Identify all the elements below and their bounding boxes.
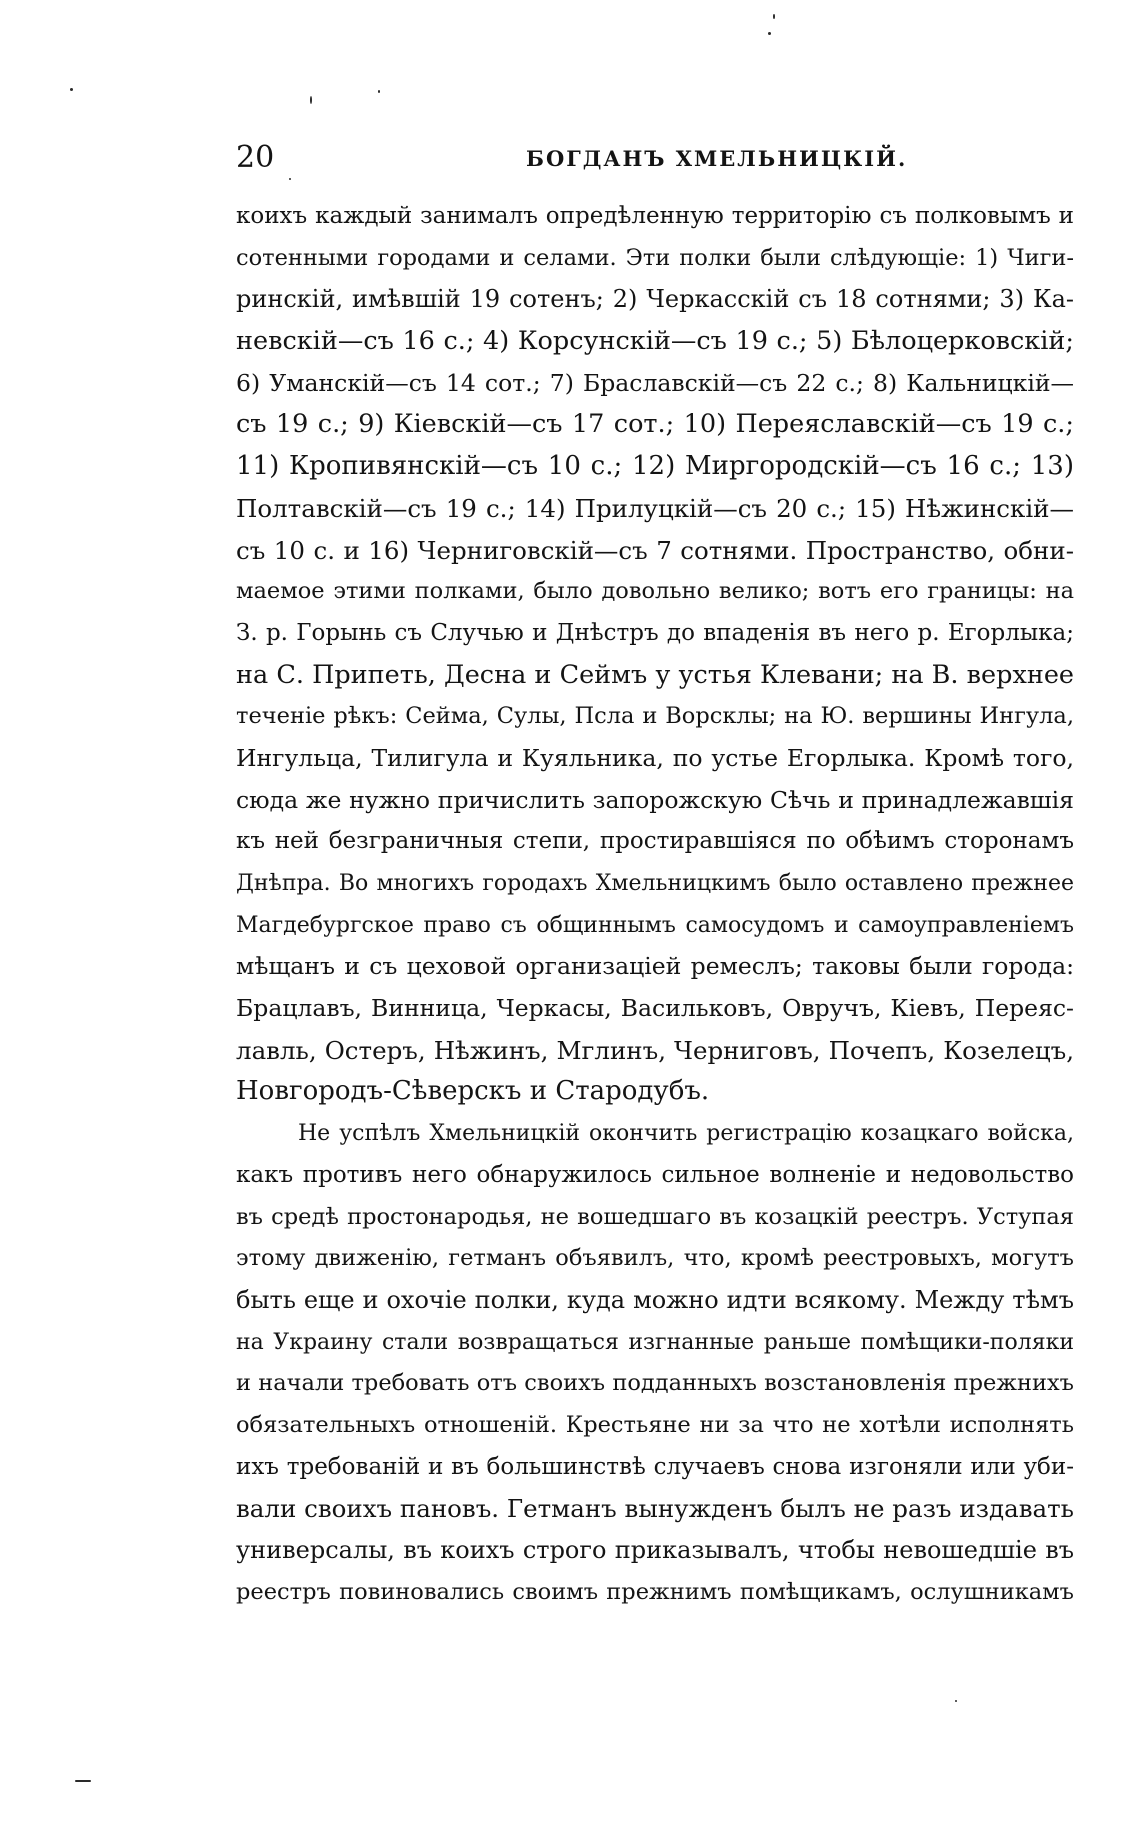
running-head: БОГДАНЪ ХМЕЛЬНИЦКІЙ. bbox=[526, 146, 908, 171]
scan-speck bbox=[70, 88, 73, 91]
text-line: Ингульца, Тилигула и Куяльника, по устье Егорлыка. Кромѣ того, bbox=[236, 743, 1074, 772]
text-line: сотенными городами и селами. Эти полки были слѣдующіе: 1) Чиги- bbox=[236, 244, 1074, 271]
text-line: Магдебургское право съ общиннымъ самосудомъ и самоуправленіемъ bbox=[236, 912, 1074, 938]
paragraph-last-line: Новгородъ-Сѣверскъ и Стародубъ. bbox=[236, 1076, 710, 1107]
scan-speck bbox=[378, 90, 380, 93]
text-line: этому движенію, гетманъ объявилъ, что, кромѣ реестровыхъ, могутъ bbox=[236, 1245, 1074, 1272]
text-line: и начали требовать отъ своихъ подданныхъ возстановленія прежнихъ bbox=[236, 1370, 1074, 1397]
text-line: Брацлавъ, Винница, Черкасы, Васильковъ, Овручъ, Кіевъ, Переяс- bbox=[236, 994, 1074, 1023]
scan-speck bbox=[773, 14, 775, 19]
text-line: быть еще и охочіе полки, куда можно идти всякому. Между тѣмъ bbox=[236, 1285, 1074, 1314]
scan-speck bbox=[310, 96, 312, 104]
scan-speck bbox=[289, 178, 291, 180]
text-line: какъ противъ него обнаружилось сильное волненіе и недовольство bbox=[236, 1161, 1074, 1188]
text-line: съ 19 с.; 9) Кіевскій—съ 17 сот.; 10) Переяславскій—съ 19 с.; bbox=[236, 409, 1074, 440]
text-line: реестръ повиновались своимъ прежнимъ помѣщикамъ, ослушникамъ bbox=[236, 1578, 1074, 1605]
text-line: въ средѣ простонародья, не вошедшаго въ козацкій реестръ. Уступая bbox=[236, 1203, 1074, 1230]
text-line: Полтавскій—съ 19 с.; 14) Прилуцкій—съ 20 с.; 15) Нѣжинскій— bbox=[236, 493, 1074, 523]
text-line: на Украину стали возвращаться изгнанные раньше помѣщики-поляки bbox=[236, 1329, 1074, 1355]
text-line: лавль, Остеръ, Нѣжинъ, Мглинъ, Черниговъ, Почепъ, Козелецъ, bbox=[236, 1035, 1074, 1065]
text-line: къ ней безграничныя степи, простиравшіяся по обѣимъ сторонамъ bbox=[236, 828, 1074, 855]
scan-speck bbox=[955, 1700, 957, 1702]
text-line: вали своихъ пановъ. Гетманъ вынужденъ былъ не разъ издавать bbox=[236, 1494, 1074, 1524]
scan-speck bbox=[75, 1780, 91, 1782]
text-line: съ 10 с. и 16) Черниговскій—съ 7 сотнями. Пространство, обни- bbox=[236, 535, 1074, 565]
text-line: ринскій, имѣвшій 19 сотенъ; 2) Черкасскій съ 18 сотнями; 3) Ка- bbox=[236, 285, 1074, 314]
text-line: коихъ каждый занималъ опредѣленную территорію съ полковымъ и bbox=[236, 203, 1074, 229]
text-line: сюда же нужно причислить запорожскую Сѣчь и принадлежавшія bbox=[236, 785, 1074, 814]
page-header bbox=[236, 138, 1074, 182]
text-line: Днѣпра. Во многихъ городахъ Хмельницкимъ было оставлено прежнее bbox=[236, 871, 1074, 896]
text-line: мѣщанъ и съ цеховой организаціей ремеслъ; таковы были города: bbox=[236, 952, 1074, 981]
text-line: обязательныхъ отношеній. Крестьяне ни за что не хотѣли исполнять bbox=[236, 1411, 1074, 1438]
page-number: 20 bbox=[236, 140, 275, 175]
text-line: на С. Припеть, Десна и Сеймъ у устья Клевани; на В. верхнее bbox=[236, 659, 1074, 690]
text-line: ихъ требованій и въ большинствѣ случаевъ снова изгоняли или уби- bbox=[236, 1453, 1074, 1480]
text-line: универсалы, въ коихъ строго приказывалъ, чтобы невошедшіе въ bbox=[236, 1536, 1074, 1564]
text-line: маемое этими полками, было довольно велико; вотъ его границы: на bbox=[236, 578, 1074, 605]
text-line: теченіе рѣкъ: Сейма, Сулы, Псла и Ворсклы; на Ю. вершины Ингула, bbox=[236, 703, 1074, 730]
text-line: 6) Уманскій—съ 14 сот.; 7) Браславскій—съ 22 с.; 8) Кальницкій— bbox=[236, 368, 1074, 397]
paragraph-first-line: Не успѣлъ Хмельницкій окончить регистрацію козацкаго войска, bbox=[298, 1121, 1074, 1147]
text-line: невскій—съ 16 с.; 4) Корсунскій—съ 19 с.; 5) Бѣлоцерковскій; bbox=[236, 326, 1074, 357]
text-line: 11) Кропивянскій—съ 10 с.; 12) Миргородскій—съ 16 с.; 13) bbox=[236, 451, 1074, 482]
scan-speck bbox=[768, 32, 771, 35]
body-text bbox=[236, 196, 1074, 1613]
text-line: З. р. Горынь съ Случью и Днѣстръ до впаденія въ него р. Егорлыка; bbox=[236, 619, 1074, 646]
